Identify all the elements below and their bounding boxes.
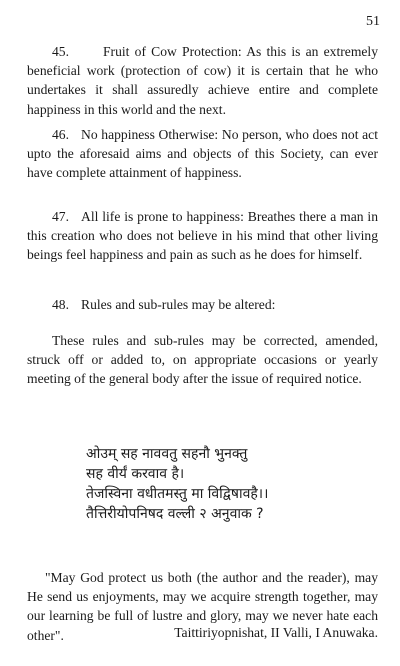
section-45 — [27, 42, 378, 119]
section-48-body — [27, 331, 378, 389]
section-number: 46. — [52, 127, 69, 142]
section-46 — [27, 125, 378, 183]
section-number: 45. — [52, 44, 69, 59]
verse-line: ओउम् सह नाववतु सहनौ भुनक्तु — [86, 446, 248, 462]
section-heading: No happiness Otherwise: — [81, 127, 219, 142]
section-text: No person, who does not act upto the aforesaid aims and objects of this Society, can ever have complete attainment of happiness. — [27, 127, 378, 181]
section-number: 47. — [52, 209, 69, 224]
sanskrit-verse — [86, 444, 268, 524]
section-heading: All life is prone to happiness: — [81, 209, 244, 224]
translation-text: "May God protect us both (the author and the reader), may He send us enjoyments, may we acquire strength together, may our learning be full of lustre and glory, may we never hate each other". — [27, 570, 378, 643]
section-heading: Rules and sub-rules may be altered: — [81, 297, 276, 312]
verse-line: तैत्तिरीयोपनिषद वल्ली २ अनुवाक ? — [86, 506, 264, 522]
section-47 — [27, 207, 378, 265]
page-number: 51 — [366, 14, 380, 29]
section-heading: Fruit of Cow Protection: — [103, 44, 242, 59]
section-text: As this is an extremely beneficial work (protection of cow) it is certain that he who undertakes it shall assuredly achieve entire and complete happiness in this world and the next. — [27, 44, 379, 117]
section-48 — [27, 295, 378, 314]
verse-line: तेजस्विना वधीतमस्तु मा विद्विषावहै।। — [86, 486, 269, 502]
section-text: Breathes there a man in this creation who does not believe in his mind that other living beings feel happiness and pain as such as he does for himself. — [27, 209, 378, 263]
verse-line: सह वीर्यं करवाव है। — [86, 466, 185, 482]
section-body-text: These rules and sub-rules may be corrected, amended, struck off or added to, on appropriate occasions or yearly meeting of the general body after the issue of required notice. — [27, 333, 378, 387]
verse-source: Taittiriyopnishat, II Valli, I Anuwaka. — [174, 625, 378, 640]
section-number: 48. — [52, 297, 69, 312]
